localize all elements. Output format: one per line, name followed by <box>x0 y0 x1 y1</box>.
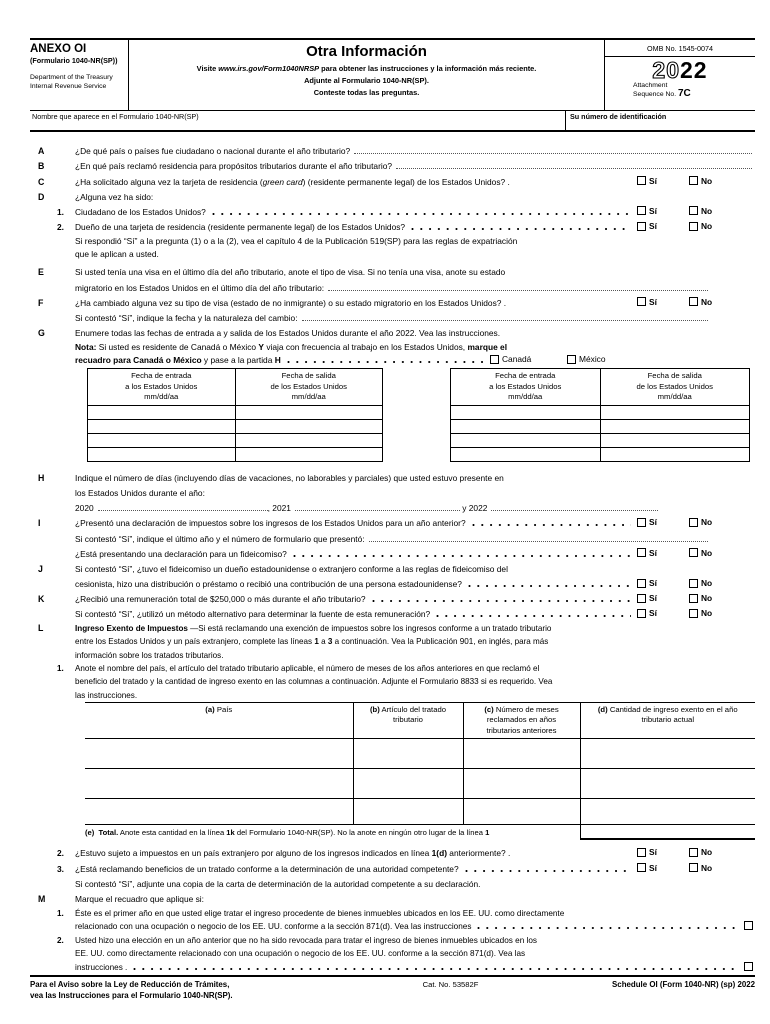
no-checkbox-c[interactable]: No <box>689 176 755 186</box>
dot-leader <box>372 593 631 603</box>
checkbox-icon[interactable] <box>689 206 698 215</box>
question-m2: 2. Usted hizo una elección en un año anterior que no ha sido revocada para tratar el ingreso de bienes inmuebles ubicados en los <box>57 935 537 945</box>
article-cell[interactable] <box>353 739 463 769</box>
checkbox-icon[interactable] <box>744 921 753 930</box>
article-cell[interactable] <box>353 769 463 799</box>
days-2021-field[interactable] <box>295 510 460 511</box>
question-d2: 2. Dueño de una tarjeta de residencia (residente permanente legal) de los Estados Unidos? Sí No <box>30 217 755 232</box>
yes-checkbox-c[interactable]: Sí <box>637 176 689 186</box>
question-i-line2: Si contestó “Sí”, indique el último año y el número de formulario que presentó: <box>30 528 755 543</box>
amount-cell[interactable] <box>580 799 755 825</box>
table-row <box>88 433 383 447</box>
m1-checkbox[interactable] <box>744 921 753 930</box>
checkbox-icon[interactable] <box>490 355 499 364</box>
no-checkbox-d2[interactable]: No <box>689 221 755 231</box>
entry-date-header: Fecha de entrada a los Estados Unidos mm/dd/aa <box>451 369 601 406</box>
treaty-header-row <box>85 702 755 739</box>
no-checkbox-k2[interactable]: No <box>689 608 755 618</box>
checkbox-icon[interactable] <box>689 863 698 872</box>
question-l-line2: entre los Estados Unidos y un país extranjero, complete las líneas 1 a 3 a continuación. Vea la Publicación 901, en inglés, para más <box>75 637 549 647</box>
checkbox-icon[interactable] <box>637 609 646 618</box>
dot-leader <box>133 961 738 971</box>
entry-date-cell[interactable] <box>451 419 601 433</box>
question-e: E Si usted tenía una visa en el último día del año tributario, anote el tipo de visa. Si no tenía una visa, anote su estado <box>38 267 506 278</box>
no-checkbox-f[interactable]: No <box>689 297 755 307</box>
dot-leader <box>468 578 631 588</box>
no-checkbox-l3[interactable]: No <box>689 863 755 873</box>
no-checkbox-j[interactable]: No <box>689 578 755 588</box>
answer-line-b[interactable] <box>396 168 752 169</box>
checkbox-icon[interactable] <box>689 594 698 603</box>
checkbox-icon[interactable] <box>637 297 646 306</box>
name-id-row <box>30 110 755 132</box>
question-h-years: 2020 , 2021 y 2022 . <box>75 503 659 514</box>
exit-date-header: Fecha de salida de los Estados Unidos mm/dd/aa <box>600 369 750 406</box>
checkbox-icon[interactable] <box>689 222 698 231</box>
entry-date-cell[interactable] <box>88 419 236 433</box>
question-d2-note2: que le aplican a usted. <box>75 249 159 260</box>
yes-checkbox-l2[interactable]: Sí <box>637 847 689 857</box>
exit-date-cell[interactable] <box>600 419 750 433</box>
exit-date-cell[interactable] <box>235 405 383 419</box>
question-d: D ¿Alguna vez ha sido: <box>38 191 154 202</box>
dot-leader <box>436 608 631 618</box>
form-title-short: ANEXO OI <box>30 43 87 55</box>
travel-dates-tables <box>30 368 755 462</box>
paperwork-notice: Para el Aviso sobre la Ley de Reducción de Trámites, vea las Instrucciones para el Formulario 1040-NR(SP). <box>30 980 233 1000</box>
checkbox-icon[interactable] <box>637 518 646 527</box>
date-table-left <box>87 368 383 462</box>
country-cell[interactable] <box>85 769 353 799</box>
mexico-checkbox[interactable]: México <box>567 354 627 364</box>
form-id-block <box>30 40 129 110</box>
question-m: M Marque el recuadro que aplique si: <box>38 894 204 905</box>
amount-cell[interactable] <box>580 739 755 769</box>
irs-url-line: Visite www.irs.gov/Form1040NRSP para obtener las instrucciones y la información más reciente. <box>196 64 537 73</box>
checkbox-icon[interactable] <box>637 848 646 857</box>
entry-date-cell[interactable] <box>88 447 236 461</box>
yes-checkbox-d1[interactable]: Sí <box>637 206 689 216</box>
days-2022-field[interactable] <box>491 510 656 511</box>
form-header <box>30 40 755 110</box>
answer-line-e[interactable] <box>328 290 708 291</box>
total-label: (e) Total. Anote esta cantidad en la línea 1k del Formulario 1040-NR(SP). No la anote en ningún otro lugar de la línea 1 <box>85 828 490 838</box>
dot-leader <box>212 206 631 216</box>
table-row <box>88 447 383 461</box>
entry-date-cell[interactable] <box>88 405 236 419</box>
months-cell[interactable] <box>463 799 580 825</box>
question-l: L Ingreso Exento de Impuestos —Si está reclamando una exención de impuestos sobre los ingresos conforme a un tratado tributario <box>38 622 552 633</box>
question-g-note2: recuadro para Canadá o México y pase a la partida H Canadá México <box>30 352 755 366</box>
omb-number: OMB No. 1545-0074 <box>605 40 755 57</box>
yes-checkbox-k2[interactable]: Sí <box>637 608 689 618</box>
dot-leader <box>293 548 631 558</box>
checkbox-icon[interactable] <box>744 962 753 971</box>
form-instructions: Visite www.irs.gov/Form1040NRSP para obtener las instrucciones y la información más reciente. Adjunte al Formulario 1040-NR(SP). Conteste todas las preguntas. <box>129 63 604 99</box>
question-b: B ¿En qué país reclamó residencia para propósitos tributarios durante el año tributario? <box>30 156 755 171</box>
yes-checkbox-i2[interactable]: Sí <box>637 548 689 558</box>
yes-checkbox-l3[interactable]: Sí <box>637 863 689 873</box>
question-l3: 3. ¿Está reclamando beneficios de un tratado conforme a la determinación de una autoridad competente? Sí No <box>30 858 755 873</box>
yes-checkbox-j[interactable]: Sí <box>637 578 689 588</box>
question-j-line2: cesionista, hizo una distribución o préstamo o recibió una contribución de una persona estadounidense? Sí No <box>30 574 755 589</box>
question-d1: 1. Ciudadano de los Estados Unidos? Sí No <box>30 202 755 217</box>
checkbox-icon[interactable] <box>637 594 646 603</box>
question-h: H Indique el número de días (incluyendo días de vacaciones, no laborables y parciales) que usted estuvo presente en <box>38 472 504 483</box>
question-j: J Si contestó “Sí”, ¿tuvo el fideicomiso un dueño estadounidense o extranjero conforme a las reglas de fideicomiso del <box>38 563 508 574</box>
question-d2-note: Si respondió “Sí” a la pregunta (1) o a la (2), vea el capítulo 4 de la Publicación 519(SP) para las reglas de expatriación <box>75 235 518 246</box>
dot-leader <box>465 863 631 873</box>
question-m1-line2: relacionado con una ocupación o negocio de los EE. UU. conforme a la sección 871(d). Vea las instrucciones <box>30 918 755 932</box>
treaty-col-article: (b) Artículo del tratado tributario <box>353 702 463 739</box>
dot-leader <box>411 221 631 231</box>
entry-date-cell[interactable] <box>451 447 601 461</box>
entry-date-header: Fecha de entrada a los Estados Unidos mm/dd/aa <box>88 369 236 406</box>
months-cell[interactable] <box>463 769 580 799</box>
question-l1: 1. Anote el nombre del país, el artículo del tratado tributario aplicable, el número de meses de los años anteriores en que reclamó el <box>57 664 540 673</box>
checkbox-icon[interactable] <box>637 222 646 231</box>
canada-checkbox[interactable]: Canadá <box>490 354 567 364</box>
article-cell[interactable] <box>353 799 463 825</box>
dot-leader <box>477 920 738 930</box>
question-i: I ¿Presentó una declaración de impuestos sobre los ingresos de los Estados Unidos para un año anterior? Sí No <box>30 513 755 528</box>
schedule-id: Schedule OI (Form 1040-NR) (sp) 2022 <box>612 980 755 989</box>
page-title: Otra Información <box>306 43 427 60</box>
question-a: A ¿De qué país o países fue ciudadano o nacional durante el año tributario? <box>30 141 755 156</box>
omb-block <box>605 40 755 110</box>
catalog-number: Cat. No. 53582F <box>422 980 479 989</box>
question-l-line3: información sobre los tratados tributarios. <box>75 650 224 660</box>
question-m1: 1. Éste es el primer año en que usted elige tratar el ingreso procedente de bienes inmuebles ubicados en los EE. UU. como directamente <box>57 908 565 918</box>
checkbox-icon[interactable] <box>689 297 698 306</box>
question-f: F ¿Ha cambiado alguna vez su tipo de visa (estado de no inmigrante) o su estado migratorio en los Estados Unidos? . Sí No <box>30 293 755 308</box>
table-row <box>451 447 750 461</box>
identification-number-field[interactable]: Su número de identificación <box>565 111 755 130</box>
yes-checkbox-d2[interactable]: Sí <box>637 221 689 231</box>
checkbox-icon[interactable] <box>689 548 698 557</box>
question-k-line2: Si contestó “Sí”, ¿utilizó un método alternativo para determinar la fuente de esta remuneración? Sí No <box>30 604 755 619</box>
question-k: K ¿Recibió una remuneración total de $250,000 o más durante el año tributario? Sí No <box>30 589 755 604</box>
question-l1-line2: beneficio del tratado y la cantidad de ingreso exento en las columnas a continuación. Adjunte el Formulario 8833 si es requerido. Vea <box>75 677 553 687</box>
no-checkbox-l2[interactable]: No <box>689 847 755 857</box>
checkbox-icon[interactable] <box>637 206 646 215</box>
exit-date-cell[interactable] <box>235 433 383 447</box>
question-g: G Enumere todas las fechas de entrada a y salida de los Estados Unidos durante el año 2022. Vea las instrucciones. <box>38 328 501 339</box>
agency-name: Department of the Treasury Internal Revenue Service <box>30 74 113 90</box>
question-c: C ¿Ha solicitado alguna vez la tarjeta de residencia (green card) (residente permanente legal) de los Estados Unidos? . Sí No <box>30 171 755 186</box>
no-checkbox-k[interactable]: No <box>689 593 755 603</box>
answer-line-i[interactable] <box>369 541 708 542</box>
exit-date-cell[interactable] <box>235 447 383 461</box>
yes-checkbox-i[interactable]: Sí <box>637 517 689 527</box>
checkbox-icon[interactable] <box>637 548 646 557</box>
form-title-block <box>129 40 605 110</box>
treaty-table <box>85 702 755 841</box>
date-table-right <box>450 368 750 462</box>
no-checkbox-i[interactable]: No <box>689 517 755 527</box>
question-g-note1: Nota: Si usted es residente de Canadá o México Y viaja con frecuencia al trabajo en los Estados Unidos, marque el <box>75 341 508 352</box>
days-2020-field[interactable] <box>98 510 268 511</box>
treaty-col-amount: (d) Cantidad de ingreso exento en el año tributario actual <box>580 702 755 739</box>
exit-date-cell[interactable] <box>235 419 383 433</box>
checkbox-icon[interactable] <box>689 176 698 185</box>
table-row <box>85 769 755 799</box>
yes-checkbox-f[interactable]: Sí <box>637 297 689 307</box>
dot-leader <box>287 354 484 364</box>
answer-line-a[interactable] <box>354 153 752 154</box>
exit-date-cell[interactable] <box>600 433 750 447</box>
table-row <box>88 405 383 419</box>
checkbox-icon[interactable] <box>689 579 698 588</box>
entry-date-cell[interactable] <box>88 433 236 447</box>
table-row <box>88 419 383 433</box>
question-l1-line3: las instrucciones. <box>75 690 138 700</box>
question-l2: 2. ¿Estuvo sujeto a impuestos en un país extranjero por alguno de los ingresos indicados en línea 1(d) anteriormente? . Sí No <box>30 843 755 858</box>
amount-cell[interactable] <box>580 769 755 799</box>
checkbox-icon[interactable] <box>637 579 646 588</box>
question-f-line2: Si contestó “Sí”, indique la fecha y la naturaleza del cambio: <box>30 308 755 323</box>
table-row <box>451 419 750 433</box>
no-checkbox-i2[interactable]: No <box>689 548 755 558</box>
country-cell[interactable] <box>85 799 353 825</box>
attachment-sequence: Attachment Sequence No. 7C <box>633 82 691 99</box>
m2-checkbox[interactable] <box>744 962 753 971</box>
question-m2-line3: instrucciones . <box>30 958 755 972</box>
question-e-line2: migratorio en los Estados Unidos en el último día del año tributario: <box>30 277 755 292</box>
no-checkbox-d1[interactable]: No <box>689 206 755 216</box>
table-row <box>85 799 755 825</box>
question-i-trust: ¿Está presentando una declaración para un fideicomiso? Sí No <box>30 544 755 559</box>
checkbox-icon[interactable] <box>689 609 698 618</box>
checkbox-icon[interactable] <box>567 355 576 364</box>
question-m2-line2: EE. UU. como directamente relacionado con una ocupación o negocio de los EE. UU. conforme a la sección 871(d). Vea las <box>75 949 526 959</box>
treaty-col-months: (c) Número de meses reclamados en años tributarios anteriores <box>463 702 580 739</box>
table-row <box>85 739 755 769</box>
treaty-total-row <box>85 825 755 840</box>
entry-date-cell[interactable] <box>451 433 601 447</box>
checkbox-icon[interactable] <box>637 176 646 185</box>
dot-leader <box>472 517 631 527</box>
table-row <box>451 433 750 447</box>
exit-date-cell[interactable] <box>600 447 750 461</box>
checkbox-icon[interactable] <box>637 863 646 872</box>
tax-year: 2022 <box>652 57 708 83</box>
question-h-line2: los Estados Unidos durante el año: <box>75 487 205 498</box>
exit-date-header: Fecha de salida de los Estados Unidos mm/dd/aa <box>235 369 383 406</box>
checkbox-icon[interactable] <box>689 848 698 857</box>
table-row <box>451 405 750 419</box>
total-amount-cell[interactable] <box>580 825 755 840</box>
form-number: (Formulario 1040-NR(SP)) <box>30 56 118 65</box>
yes-checkbox-k[interactable]: Sí <box>637 593 689 603</box>
form-footer <box>30 977 755 1001</box>
exit-date-cell[interactable] <box>600 405 750 419</box>
answer-line-f[interactable] <box>302 320 708 321</box>
months-cell[interactable] <box>463 739 580 769</box>
entry-date-cell[interactable] <box>451 405 601 419</box>
checkbox-icon[interactable] <box>689 518 698 527</box>
name-field[interactable]: Nombre que aparece en el Formulario 1040-NR(SP) <box>32 112 199 121</box>
country-cell[interactable] <box>85 739 353 769</box>
question-l3-note: Si contestó “Sí”, adjunte una copia de la carta de determinación de la autoridad competente a su declaración. <box>75 878 481 889</box>
treaty-col-country: (a) País <box>85 702 353 739</box>
